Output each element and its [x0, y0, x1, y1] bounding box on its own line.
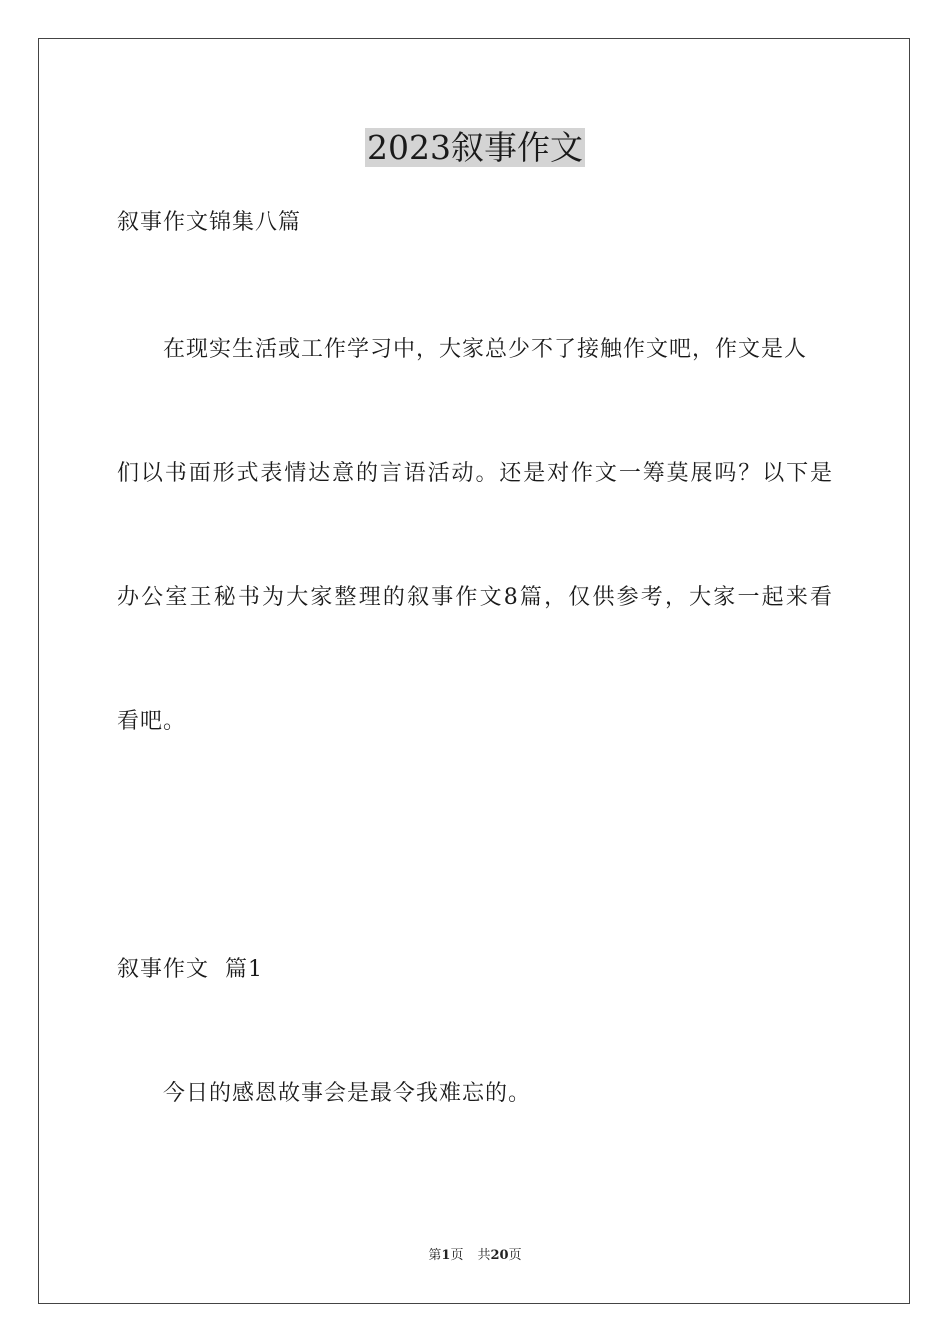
page-footer [0, 1246, 950, 1266]
document-subtitle: 叙事作文锦集八篇 [117, 210, 302, 235]
footer-page-suffix: 页 [450, 1248, 464, 1263]
footer-page-number: 1 [441, 1248, 451, 1263]
document-title [0, 126, 950, 170]
section-first-line: 今日的感恩故事会是最令我难忘的。 [163, 1081, 532, 1106]
footer-total-pages: 20 [490, 1248, 509, 1263]
footer-total-prefix: 共 [477, 1248, 491, 1263]
section-heading: 叙事作文 篇1 [117, 957, 263, 982]
intro-line-1: 在现实生活或工作学习中，大家总少不了接触作文吧，作文是人 [163, 337, 808, 362]
footer-total-suffix: 页 [508, 1248, 522, 1263]
intro-line-4: 看吧。 [117, 709, 187, 734]
document-title-text: 2023叙事作文 [367, 128, 583, 167]
intro-line-3: 办公室王秘书为大家整理的叙事作文8篇，仅供参考，大家一起来看 [117, 585, 833, 610]
intro-line-2: 们以书面形式表情达意的言语活动。还是对作文一筹莫展吗？以下是 [117, 461, 833, 486]
footer-page-prefix: 第 [428, 1248, 442, 1263]
